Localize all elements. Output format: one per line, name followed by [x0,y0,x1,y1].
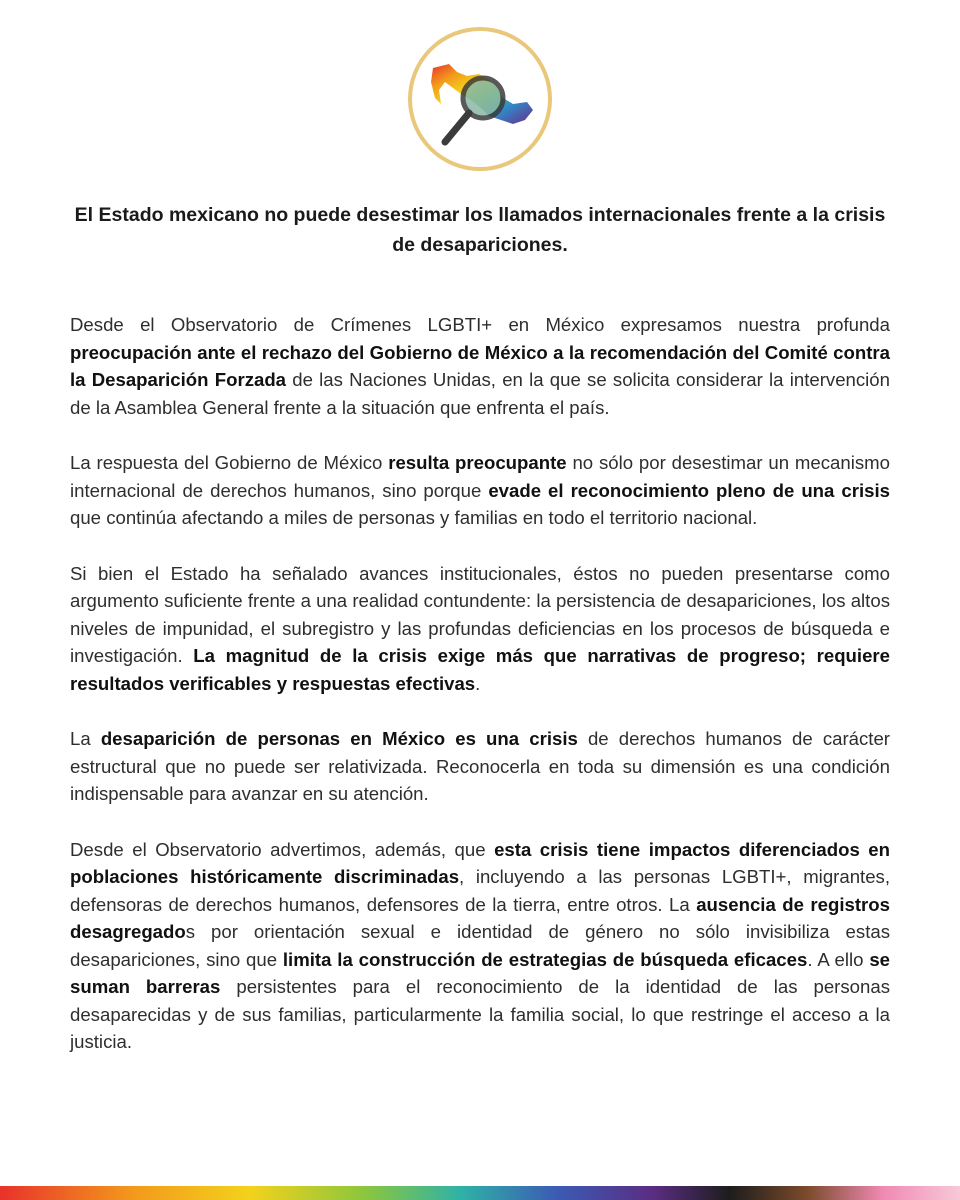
bold-run: preocupación ante el rechazo del Gobierno de México a la recomendación del Comité contra la Desaparición Forzada [70,341,890,390]
bold-run: resulta preocupante [388,452,567,473]
text-run: no sólo por desestimar un mecanismo internacional de derechos humanos, sino porque [70,452,890,501]
text-run: de derechos humanos de carácter estructural que no puede ser relativizada. Reconocerla en toda su dimensión es una condición indispensable para avanzar en su atención. [70,728,890,804]
text-run: s por orientación sexual e identidad de género no sólo invisibiliza estas desapariciones, sino que [70,921,890,970]
statement-body [70,311,890,1084]
paragraph [70,449,890,532]
text-run: La respuesta del Gobierno de México [70,452,389,473]
bold-run: ausencia de registros desagregado [70,893,890,942]
mexico-map-magnifier-icon [405,24,555,174]
paragraph [70,725,890,808]
text-run: La [70,728,101,749]
rainbow-footer-stripe [0,1186,960,1200]
text-run: Desde el Observatorio advertimos, además, que [70,838,495,860]
bold-run: La magnitud de la crisis exige más que narrativas de progreso; requiere resultados verificables y respuestas efectivas [70,645,890,694]
text-run: persistentes para el reconocimiento de la identidad de las personas desaparecidas y de sus familias, particularmente la familia social, lo que restringe el acceso a la justicia. [70,976,890,1052]
bold-run: desaparición de personas en México es una crisis [100,728,578,749]
text-run: Si bien el Estado ha señalado avances institucionales, éstos no pueden presentarse como argumento suficiente frente a una realidad contundente: la persistencia de desapariciones, los altos niveles de impunidad, el subregistro y las profundas deficiencias en los procesos de búsqueda e investigación. [70,562,890,666]
text-run: Desde el Observatorio de Crímenes LGBTI+ en México expresamos nuestra profunda [70,314,890,335]
bold-run: esta crisis tiene impactos diferenciados en poblaciones históricamente discriminadas [70,838,890,887]
text-run: . A ello [807,948,870,970]
text-run: que continúa afectando a miles de personas y familias en todo el territorio nacional. [70,507,758,528]
bold-run: evade el reconocimiento pleno de una crisis [488,479,890,501]
statement-title: El Estado mexicano no puede desestimar los llamados internacionales frente a la crisis de desapariciones. [74,204,886,256]
text-run: , incluyendo a las personas LGBTI+, migrantes, defensoras de derechos humanos, defensores de la tierra, entre otros. La [70,866,890,915]
paragraph [70,836,890,1056]
text-run: . [475,672,481,694]
paragraph [70,311,890,421]
bold-run: limita la construcción de estrategias de búsqueda eficaces [282,948,808,970]
text-run: de las Naciones Unidas, en la que se solicita considerar la intervención de la Asamblea General frente a la situación que enfrenta el país. [70,369,890,418]
paragraph [70,560,890,698]
bold-run: se suman barreras [70,948,890,997]
observatorio-logo [405,24,555,174]
